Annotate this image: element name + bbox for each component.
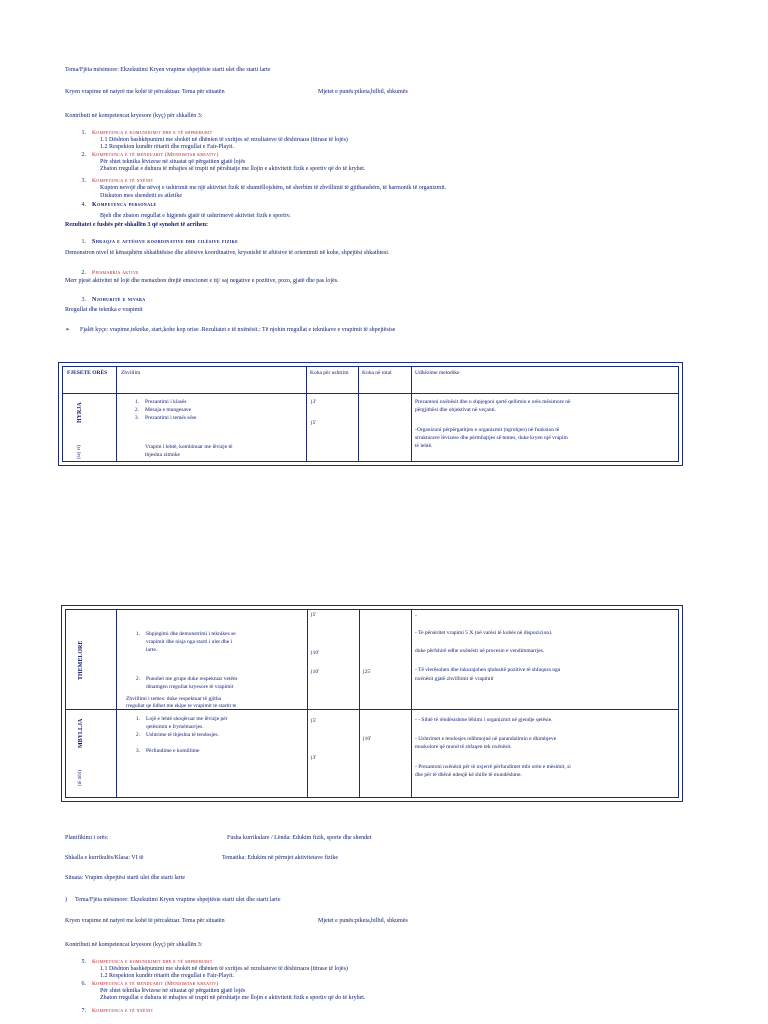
curriculum-level: Shkalla e kurrikulës/Klasa: VI të [65, 855, 144, 861]
result-2a: Merr pjesë aktivitet në lojë dhe menaxhon drejtë emocionet e tij/ saj negative e pozitive, pozo, gjatë dhe pas lojës. [65, 278, 339, 284]
main-item-1b: vrapimit dhe nisja nga starti i ulet dhe i [146, 639, 233, 645]
main-guideline-3: - Të vlerësohen dhe inkurajohen qhdusitë pozitive të shfaqura nga [415, 667, 561, 673]
intro-item-3: 3. Prezantimi i temës sëse [134, 415, 197, 421]
closing-total-time: }10' [362, 736, 372, 742]
main-time-1: }10' [310, 650, 320, 656]
competence-5b: 1.2 Respekton kundër rëtarët dhe rregullat e Fair-Playit. [100, 973, 235, 979]
competences-heading-2: Kontributi në kompetencat kryesore (kyç) për shkallën 3: [65, 942, 203, 948]
main-item-2b: dinamgen rregullat kryesore të vrapimit [146, 684, 234, 690]
keywords: ➢ Fjalët kyçe: vrapime,teknike, start,kohe kop orise .Rezultatet e të nxënësit.: Të njohin rregullat e teknikave e vrapimit të shpejtësise [65, 327, 396, 333]
results-heading: Rezultatet e fushës për shkallën 3 që synohet të arrihen: [65, 222, 209, 228]
closing-item-2: 2. Ushtrime të thjeshta të tendosjes. [135, 732, 219, 738]
result-1a: Demonstron nivel të kënaqshëm shkathtësise dhe aftësive koordinative, krysnishë të aftësive të orientimit në kohe, shpejtësi shkathtesi. [65, 250, 390, 256]
intro-guideline-2b: strukturave lëvizese dhe përmbajtjes së temes, duke kryen një vrapim [415, 435, 568, 441]
competence-5a: 1.1 Dështon bashkëpunimi me shokët në dhënien të sxritjes së rezultateve të dëshiruara (titrase të lojës) [100, 966, 348, 972]
side-label-main: THEMELORE [78, 640, 84, 680]
main-guideline-0: - [415, 613, 417, 619]
competence-5: 5. Kompetenca e komunikimit dhe e të shprehurit [81, 959, 213, 965]
curricular-field: Fusha kurrikulare / Lënda: Edukim fizik, sporte dhe shendet [227, 835, 372, 841]
side-label-closing: MBYLLJA [78, 718, 84, 748]
main-item-2: 2. Punohet me grupe duke respektuar vetëm [135, 676, 238, 682]
closing-guideline-1: - - Sihtë të rëndësishme lëhimi i organizmit në gjendje qetësie. [415, 717, 553, 723]
header-methodical-guidelines: Udhëzime metodike [415, 370, 460, 376]
closing-guideline-2: - Ushtrimet e tendosjes ndihmojnë në parandalimin e dhimbjeve [415, 736, 557, 742]
intro-guideline-2c: të lehtë. [415, 443, 433, 449]
main-guideline-2: duke përfshirë edhe nxënësit në procesin e vendimmarrjes. [415, 648, 545, 654]
lesson-plan-label: Planifikimi i orës: [65, 835, 109, 841]
main-item-3b: rregullat qe lidhet me ekipe te vrapimit te startit te [126, 703, 237, 709]
competence-7: 7. Kompetenca e të nxënit [81, 1008, 154, 1014]
closing-time-2: }3' [310, 755, 317, 761]
intro-guideline-2: -Organizoni përpërgatitjen e organizmit (ngrohjen) në funksion të [415, 427, 560, 433]
competence-6b: Zbaton rregullat e duhura të mbajtes së trupit në përshtatje me llojin e aktivitetit fizik e sportiv që do të kryhet. [100, 995, 366, 1001]
intro-guideline-1b: përgjithësi dhe objektivat në veçanti. [415, 407, 496, 413]
lesson-theme-2: ) Tema/Fjëia mësimore: Ekzekutimi Kryen vrapime shpejtësie starti ulet dhe starti larte [65, 897, 281, 903]
competence-4: 4. Kompetenca personale [81, 202, 157, 208]
header-total-time: Koha në total [362, 370, 392, 376]
main-guideline-1: - Te përsëritet vrapimi 5 X (në varësi të kohës në dispozicion). [415, 630, 553, 636]
lesson-table-intro [62, 366, 679, 462]
competence-1a: 1.1 Dështon bashkëpunimi me shokët në dhënien të sxritjes së rezultateve të dëshiruara (titrase të lojës) [100, 137, 348, 143]
lesson-activity-2: Kryen vrapime në natyrë me kohë të përcaktuar. Tema për situatën [65, 918, 225, 924]
header-development: Zhvillim [121, 370, 141, 376]
thematic: Tematika: Edukim në përmjet aktivitetave fizike [222, 855, 339, 861]
competence-2a: Për shtet teknika lëvizese në situatat që përgatiten gjatë lojës [100, 159, 246, 165]
intro-exercise: Vrapim i lehtë, kombinuar me lëvizje të [145, 444, 233, 450]
competence-3: 3. Kompetenca e të nxënit [81, 178, 154, 184]
result-2: 2. Pjesmarrja aktive [81, 270, 139, 276]
side-label-intro-time: (sej vt) [77, 444, 82, 459]
intro-item-2: 2. Mesuja e mungesave [134, 407, 192, 413]
intro-exercise-2: thjeshta zitmike [145, 452, 180, 458]
lesson-activity: Kryen vrapime në natyrë me kohë të përcaktuar. Tema për situatën [65, 89, 225, 95]
intro-time-2: }5' [310, 420, 317, 426]
result-3a: Rregullat dhe teknika e vrapimit [65, 307, 143, 313]
lesson-materials-2: Mjetet e punës:piketa,bilbil, shkumës [318, 918, 408, 924]
main-total-time: }25' [362, 669, 372, 675]
closing-time-1: }5' [310, 718, 317, 724]
lesson-theme: Tema/Fjëia mësimore: Ekzekutimi Kryen vrapime shpejtësie starti ulet dhe starti larte [65, 67, 271, 73]
closing-guideline-2b: muskulore që mund të shfaqen tek nxënësit. [415, 744, 512, 750]
lesson-table-main [65, 609, 679, 798]
competence-6a: Për shtet teknika lëvizese në situatat që përgatiten gjatë lojës [100, 988, 246, 994]
competence-2: 2. Kompetenca e të menduarit (Mendimtar kreativ) [81, 152, 219, 158]
side-label-closing-time: (të mbi) [78, 770, 83, 786]
intro-guideline-1: Prezantoni nxënësit dhe u shpjegoni qartë qellimin e orës mësimore në [415, 399, 571, 405]
main-time-2: }10' [310, 669, 320, 675]
side-label-intro: HYRJA [77, 402, 83, 423]
competence-6: 6. Kompetenca e të menduarit (Mendimtar kreativ) [81, 981, 219, 987]
main-time-0: }5' [310, 612, 317, 618]
lesson-materials: Mjetet e punës:piketa,bilbil, shkumës [318, 89, 408, 95]
header-exercise-time: Koha për ushtrim [310, 370, 349, 376]
result-3: 3. Njohuritë e nivara [81, 297, 146, 303]
competence-2b: Zbaton rregullat e duhura të mbajtes së trupit në përshtatje me llojin e aktivitetit fizik e sportiv që do të kryhet. [100, 166, 366, 172]
competence-3a: Kupton nevojë dhe nëvoj e ushtrimit me një aktivitet fizik të shumëllojshëm, në sherbim të zhvillimit të gjithanshëm, të harmonik të organizmit. [100, 185, 447, 191]
main-item-1: 1. Shpjegimi dhe demonstrimi i teknikes se [135, 631, 236, 637]
competences-heading: Kontributi në kompetencat kryesore (kyç) për shkallën 3: [65, 113, 203, 119]
closing-guideline-3: - Prezantoni nxënësit për të nxjerrë përfundimet mbi orën e mësimit, si [415, 764, 571, 770]
closing-item-3: 3. Përfundime e komillime [135, 748, 200, 754]
competence-1: 1. Kompetenca e komunikimit dhe e të shprehurit [81, 130, 213, 136]
main-item-3: Zhvillimi i temes: duke respektuar të gjitha [126, 696, 222, 702]
closing-item-1b: qetësimin e frymëmarrjes. [146, 724, 204, 730]
intro-item-1: 1. Prezantimi i klasës [134, 399, 187, 405]
competence-1b: 1.2 Respekton kundër rëtarët dhe rregullat e Fair-Playit. [100, 144, 235, 150]
intro-time-1: }3' [310, 399, 317, 405]
closing-item-1: 1. Lojë e lehtë shoqëruar me lëvizje për [135, 716, 228, 722]
result-1: 1. Shkaqja e aftësive koordinative dhe cilësive fizike [81, 239, 239, 245]
competence-3b: Diskuton mes shendetit es atletike [100, 193, 182, 199]
closing-guideline-3b: dhe për të dhënë ndenjë kë shille të mundëshme. [415, 772, 522, 778]
competence-4a: Bjeh dhe zbaton rregullat e higjenës gjatë të ushtrimevë aktivitet fizik e sportiv. [100, 213, 291, 219]
header-lesson-parts: FJESETE ORËS [67, 370, 108, 376]
main-guideline-3b: nxënësit gjatë zhvillimit të vrapimit [415, 676, 494, 682]
situation: Situata: Vrapim shpejtësi starti ulet dhe starti larte [65, 875, 186, 881]
main-item-1c: larte. [146, 647, 158, 653]
